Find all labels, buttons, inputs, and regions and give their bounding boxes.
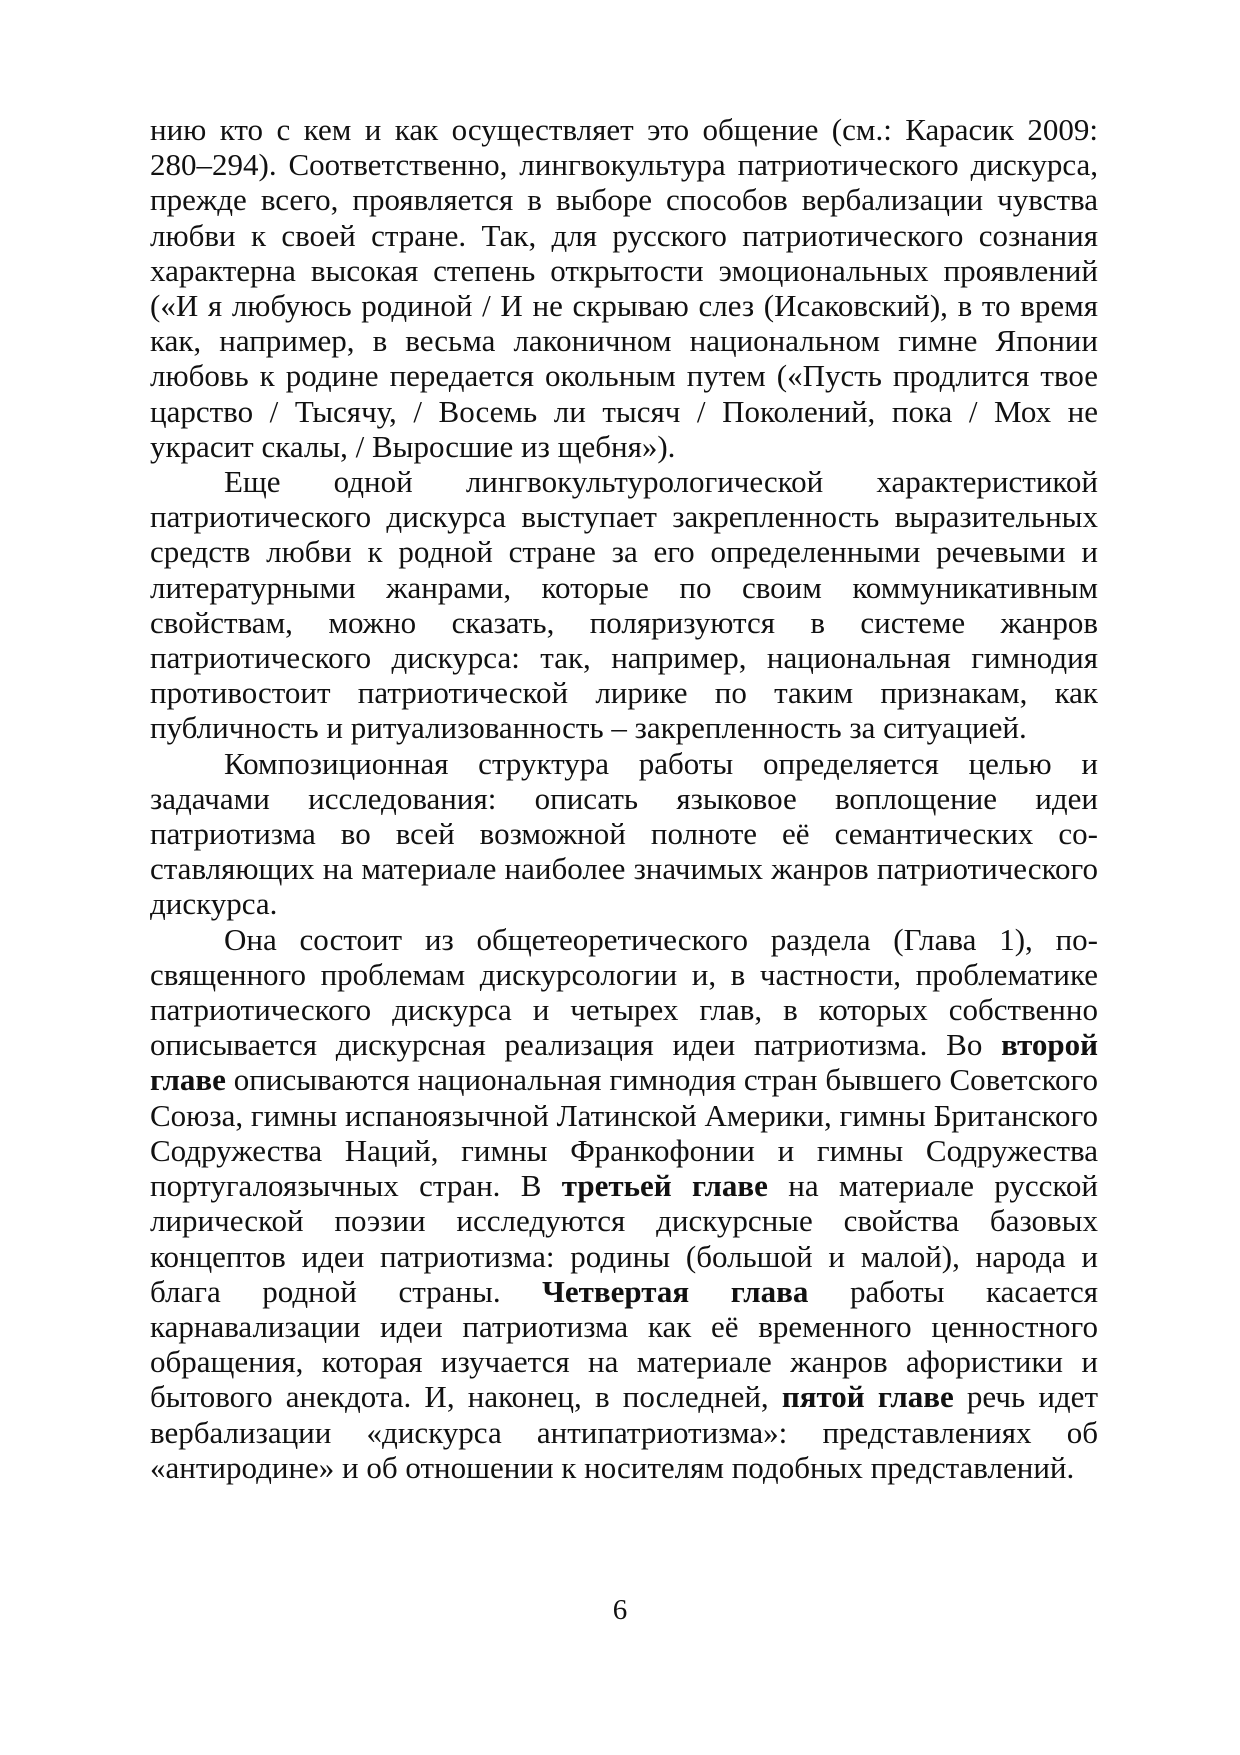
emphasis-third-chapter: третьей главе bbox=[561, 1168, 768, 1204]
paragraph-4-text: Она состоит из общетеоретического раздела (Глава 1), посвященного проблемам дискурсологии и, в частности, проблематике патриотического дискурса и четырех глав, в которых собственно описывается дискурсная реализация идеи патриотизма. Во bbox=[150, 921, 1098, 1063]
emphasis-second-chapter: второй главе bbox=[150, 1027, 1098, 1098]
emphasis-fourth-chapter: Четвертая глава bbox=[542, 1273, 809, 1309]
emphasis-fifth-chapter: пятой главе bbox=[781, 1379, 954, 1415]
paragraph-4-text: работы касается карнавализации идеи патриотизма как её временного ценностного обращения, которая изучается на материале жанров афористики и бытового анекдота. И, наконец, в последней, bbox=[150, 1273, 1099, 1415]
paragraph-3: Композиционная структура работы определяется целью и задачами исследования: описать языковое воплощение идеи патриотизма во всей возможной полноте её семантических составляющих на материале наиболее значимых жанров патриотического дискурса. bbox=[150, 745, 1098, 922]
paragraph-1: нию кто с кем и как осуществляет это общение (см.: Карасик 2009: 280–294). Соответственно, лингвокультура патриотического дискурса, прежде всего, проявляется в выборе способов вербализации чувства любви к своей стране. Так, для русского патриотического сознания характерна высокая степень открытости эмоциональных проявлений («И я любуюсь родиной / И не скрываю слез (Исаковский), в то время как, например, в весьма лаконичном национальном гимне Японии любовь к родине передается окольным путем («Пусть продлится твое царство / Тысячу, / Восемь ли тысяч / Поколений, пока / Мох не украсит скалы, / Выросшие из щебня»). bbox=[150, 112, 1098, 464]
paragraph-2: Еще одной лингвокультурологической характеристикой патриотического дискурса выступает закрепленность выразительных средств любви к родной стране за его определенными речевыми и литературными жанрами, которые по своим коммуникативным свойствам, можно сказать, поляризуются в системе жанров патриотического дискурса: так, например, национальная гимнодия противостоит патриотической лирике по таким признакам, как публичность и ритуализованность – закрепленность за ситуацией. bbox=[150, 464, 1098, 746]
page-body bbox=[150, 112, 1098, 1485]
paragraph-4-text: на материале русской лирической поэзии исследуются дискурсные свойства базовых концептов идеи патриотизма: родины (большой и малой), народа и блага родной страны. bbox=[150, 1168, 1098, 1309]
page-number: 6 bbox=[612, 1594, 628, 1626]
paragraph-4-text: речь идет вербализации «дискурса антипатриотизма»: представлениях об «антиродине» и об отношении к носителям подобных представлений. bbox=[150, 1379, 1098, 1485]
paragraph-4-text: описываются национальная гимнодия стран бывшего Советского Союза, гимны испаноязычной Латинской Америки, гимны Британского Содружества Наций, гимны Франкофонии и гимны Содружества португалоязычных стран. В bbox=[150, 1062, 1098, 1204]
paragraph-4 bbox=[150, 922, 1098, 1485]
